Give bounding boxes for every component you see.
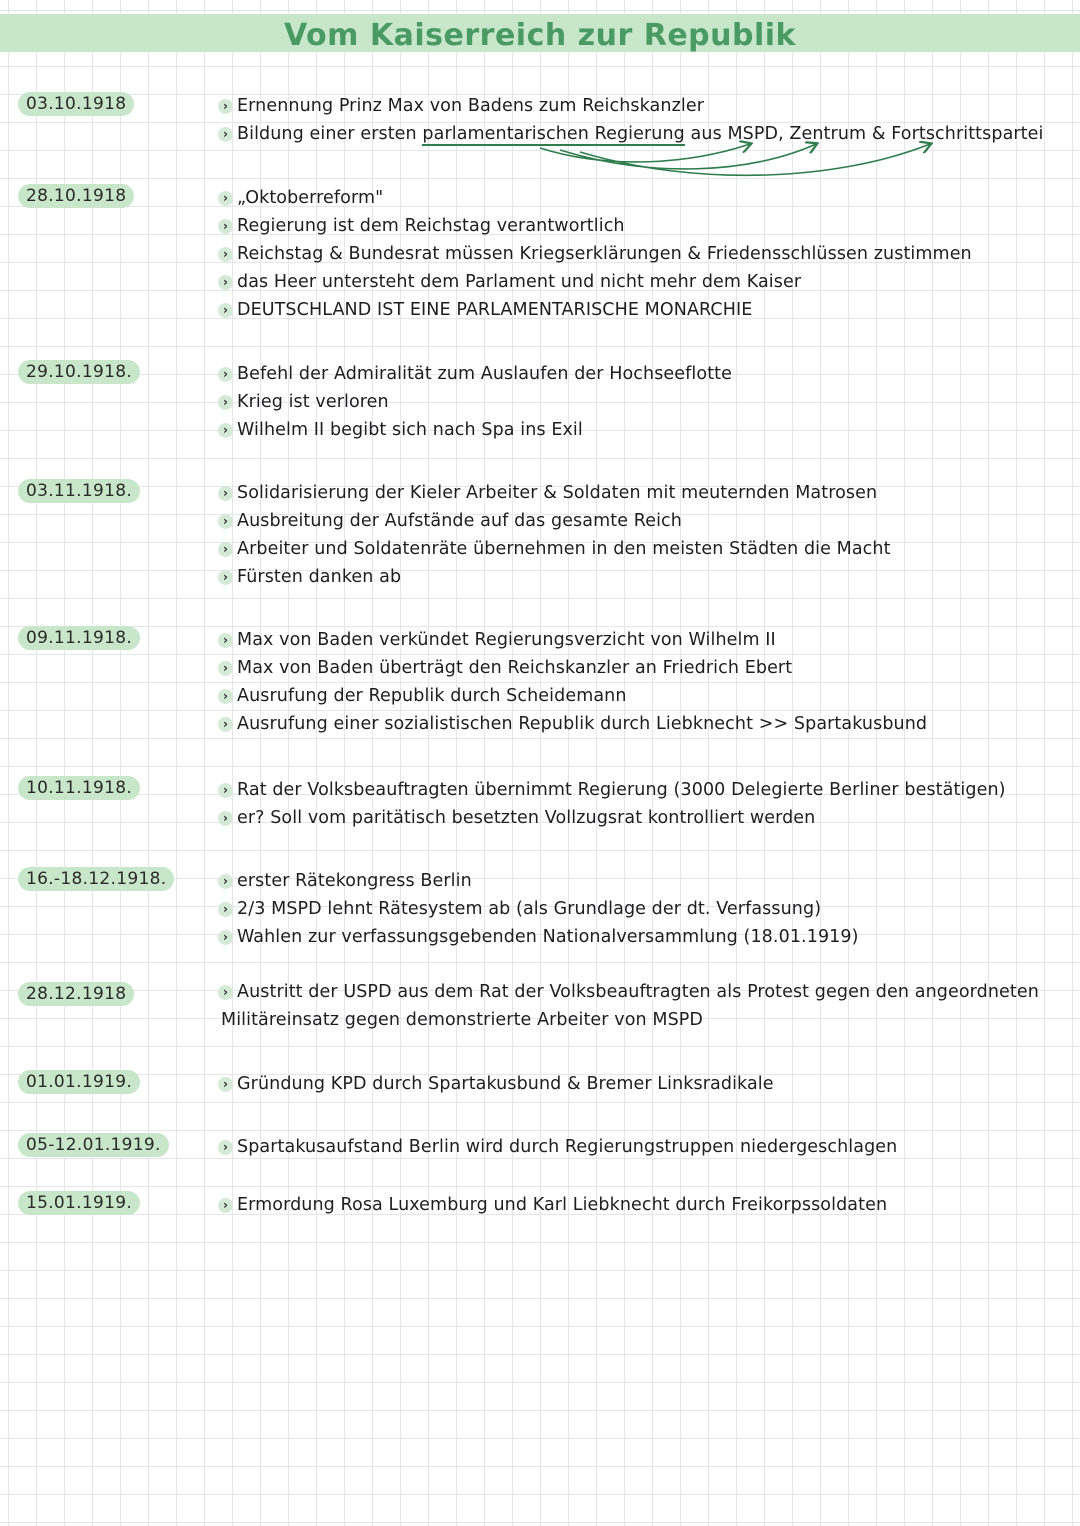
chevron-right-icon: ›: [218, 1198, 233, 1213]
chevron-right-icon: ›: [218, 717, 233, 732]
date-label: 09.11.1918.: [18, 626, 140, 650]
entry-line: › Ausrufung der Republik durch Scheidemann: [218, 684, 627, 708]
date-label: 05-12.01.1919.: [18, 1133, 169, 1157]
chevron-right-icon: ›: [218, 367, 233, 382]
chevron-right-icon: ›: [218, 303, 233, 318]
date-label: 10.11.1918.: [18, 776, 140, 800]
entry-line: Militäreinsatz gegen demonstrierte Arbeiter von MSPD: [221, 1010, 704, 1030]
chevron-right-icon: ›: [218, 542, 233, 557]
entry-line: › Ernennung Prinz Max von Badens zum Reichskanzler: [218, 94, 704, 118]
date-label: 15.01.1919.: [18, 1191, 140, 1215]
arrow-to-fortschrittspartei: [580, 144, 930, 175]
entry-line: › 2/3 MSPD lehnt Rätesystem ab (als Grundlage der dt. Verfassung): [218, 897, 821, 921]
chevron-right-icon: ›: [218, 661, 233, 676]
chevron-right-icon: ›: [218, 219, 233, 234]
chevron-right-icon: ›: [218, 423, 233, 438]
entry-line: › Wahlen zur verfassungsgebenden Nationalversammlung (18.01.1919): [218, 925, 859, 949]
entry-line: › erster Rätekongress Berlin: [218, 869, 472, 893]
entry-line: › Fürsten danken ab: [218, 565, 401, 589]
line-prefix: Bildung einer ersten: [237, 124, 423, 144]
entry-line: › Max von Baden überträgt den Reichskanzler an Friedrich Ebert: [218, 656, 792, 680]
entry-line: › Befehl der Admiralität zum Auslaufen der Hochseeflotte: [218, 362, 732, 386]
entry-line: › Ausrufung einer sozialistischen Republik durch Liebknecht >> Spartakusbund: [218, 712, 927, 736]
date-label: 28.12.1918: [18, 982, 134, 1006]
chevron-right-icon: ›: [218, 633, 233, 648]
underlined-term: parlamentarischen Regierung: [422, 124, 685, 144]
entry-line: › Ausbreitung der Aufstände auf das gesamte Reich: [218, 509, 682, 533]
date-label: 03.11.1918.: [18, 479, 140, 503]
entry-line: › Reichstag & Bundesrat müssen Kriegserklärungen & Friedensschlüssen zustimmen: [218, 242, 972, 266]
entry-line: › das Heer untersteht dem Parlament und nicht mehr dem Kaiser: [218, 270, 801, 294]
connector-arrows: [420, 130, 940, 190]
entry-line: › DEUTSCHLAND IST EINE PARLAMENTARISCHE MONARCHIE: [218, 298, 752, 322]
entry-line: › Austritt der USPD aus dem Rat der Volksbeauftragten als Protest gegen den angeordneten: [218, 980, 1039, 1004]
date-label: 28.10.1918: [18, 184, 134, 208]
chevron-right-icon: ›: [218, 1140, 233, 1155]
entry-line: › „Oktoberreform": [218, 186, 383, 210]
chevron-right-icon: ›: [218, 811, 233, 826]
entry-line: › Rat der Volksbeauftragten übernimmt Regierung (3000 Delegierte Berliner bestätigen): [218, 778, 1006, 802]
entry-line: › Gründung KPD durch Spartakusbund & Bremer Linksradikale: [218, 1072, 774, 1096]
chevron-right-icon: ›: [218, 191, 233, 206]
date-label: 29.10.1918.: [18, 360, 140, 384]
entry-line: › Regierung ist dem Reichstag verantwortlich: [218, 214, 625, 238]
entry-line: › er? Soll vom paritätisch besetzten Vollzugsrat kontrolliert werden: [218, 806, 815, 830]
chevron-right-icon: ›: [218, 874, 233, 889]
date-label: 03.10.1918: [18, 92, 134, 116]
date-label: 16.-18.12.1918.: [18, 867, 174, 891]
line-suffix: aus MSPD, Zentrum & Fortschrittspartei: [684, 124, 1044, 144]
chevron-right-icon: ›: [218, 247, 233, 262]
entry-line: › Solidarisierung der Kieler Arbeiter & Soldaten mit meuternden Matrosen: [218, 481, 877, 505]
entry-line: › Wilhelm II begibt sich nach Spa ins Exil: [218, 418, 583, 442]
entry-line: › Ermordung Rosa Luxemburg und Karl Liebknecht durch Freikorpssoldaten: [218, 1193, 887, 1217]
chevron-right-icon: ›: [218, 395, 233, 410]
page-title: Vom Kaiserreich zur Republik: [283, 18, 796, 53]
chevron-right-icon: ›: [218, 783, 233, 798]
chevron-right-icon: ›: [218, 570, 233, 585]
chevron-right-icon: ›: [218, 902, 233, 917]
date-label: 01.01.1919.: [18, 1070, 140, 1094]
entry-line: › Spartakusaufstand Berlin wird durch Regierungstruppen niedergeschlagen: [218, 1135, 897, 1159]
chevron-right-icon: ›: [218, 689, 233, 704]
chevron-right-icon: ›: [218, 514, 233, 529]
entry-line: › Max von Baden verkündet Regierungsverzicht von Wilhelm II: [218, 628, 776, 652]
entry-line: › Arbeiter und Soldatenräte übernehmen in den meisten Städten die Macht: [218, 537, 891, 561]
chevron-right-icon: ›: [218, 985, 233, 1000]
entry-line: › Krieg ist verloren: [218, 390, 389, 414]
chevron-right-icon: ›: [218, 127, 233, 142]
chevron-right-icon: ›: [218, 930, 233, 945]
chevron-right-icon: ›: [218, 99, 233, 114]
chevron-right-icon: ›: [218, 1077, 233, 1092]
chevron-right-icon: ›: [218, 275, 233, 290]
chevron-right-icon: ›: [218, 486, 233, 501]
